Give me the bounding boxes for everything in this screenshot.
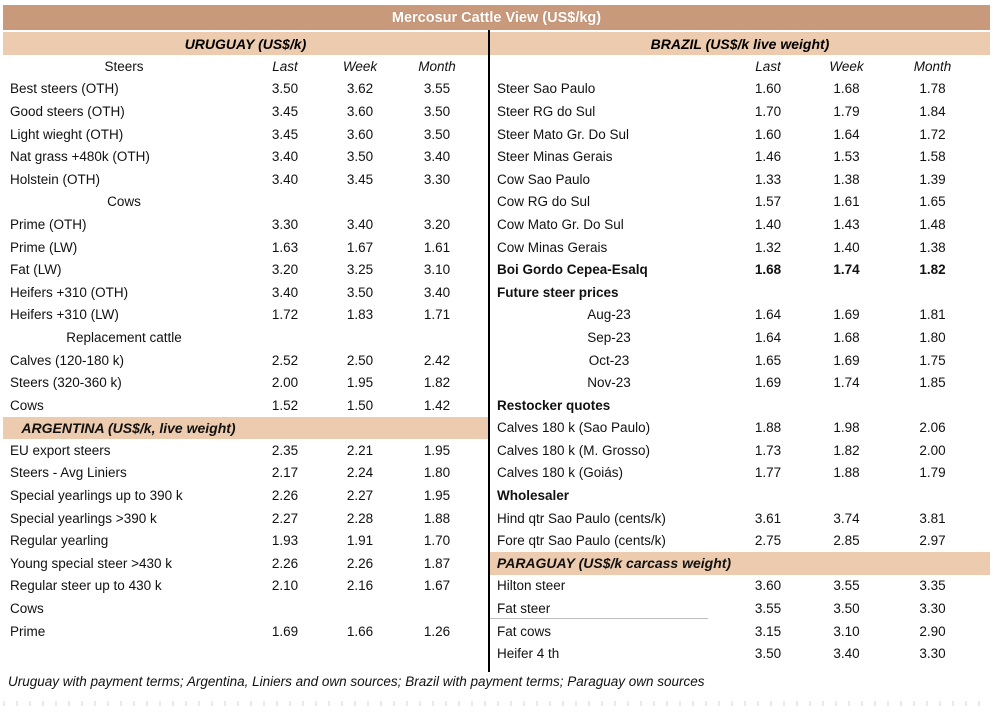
table-row [3, 462, 488, 485]
value-month: 1.82 [423, 375, 451, 391]
value-month: 1.65 [919, 194, 946, 210]
value-week: 3.10 [833, 623, 860, 639]
value-month: 1.79 [919, 465, 946, 481]
value-month: 1.78 [919, 81, 946, 97]
value-last: 3.20 [271, 262, 299, 278]
value-week: 3.50 [346, 284, 374, 300]
table-row [490, 371, 990, 394]
table-row [490, 304, 990, 327]
value-last: 1.57 [754, 194, 782, 210]
value-last: 2.26 [271, 555, 299, 571]
table-row [490, 462, 990, 485]
table-row [3, 552, 488, 575]
table-row [3, 349, 488, 372]
row-label: Oct-23 [588, 352, 630, 368]
value-last: 3.55 [754, 601, 782, 617]
value-week: 1.68 [833, 81, 860, 97]
value-last: 1.65 [754, 352, 782, 368]
table-row [3, 168, 488, 191]
value-last: 1.60 [754, 81, 782, 97]
value-week: 2.16 [346, 578, 374, 594]
value-last: Last [272, 58, 298, 74]
value-month: 3.35 [919, 578, 946, 594]
value-month: 3.81 [919, 510, 946, 526]
row-label: Aug-23 [587, 307, 631, 323]
value-last: 1.69 [271, 623, 299, 639]
cropped-next-row-artifact [3, 701, 990, 706]
table-row [3, 439, 488, 462]
value-week: 3.25 [346, 262, 374, 278]
table-row [490, 123, 990, 146]
row-label: Heifers +310 (LW) [10, 307, 119, 323]
value-week: 1.79 [833, 103, 860, 119]
value-month: 3.40 [423, 149, 451, 165]
value-month: 1.42 [423, 397, 451, 413]
value-week: 3.62 [346, 81, 374, 97]
value-week: 3.74 [833, 510, 860, 526]
value-last: 2.10 [271, 578, 299, 594]
table-row [3, 326, 488, 349]
value-week: 1.82 [833, 442, 860, 458]
value-month: 1.72 [919, 126, 946, 142]
row-label: Regular steer up to 430 k [10, 578, 162, 594]
table-row [3, 620, 488, 643]
value-last: 3.61 [754, 510, 782, 526]
row-label: Special yearlings >390 k [10, 510, 157, 526]
uruguay-argentina-table [3, 55, 488, 642]
table-row [490, 100, 990, 123]
value-week: 1.40 [833, 239, 860, 255]
value-month: 3.30 [919, 646, 946, 662]
value-last: 1.40 [754, 216, 782, 232]
value-week: 1.50 [346, 397, 374, 413]
row-label: Fat cows [497, 623, 552, 639]
value-month: Month [418, 58, 456, 74]
row-label: Steer Sao Paulo [497, 81, 596, 97]
value-last: 1.64 [754, 307, 782, 323]
value-month: 1.38 [919, 239, 946, 255]
table-row [490, 55, 990, 78]
row-label: Replacement cattle [66, 329, 182, 345]
value-month: 1.48 [919, 216, 946, 232]
value-month: 1.88 [423, 510, 451, 526]
value-month: Month [913, 58, 952, 74]
row-label: Regular yearling [10, 533, 109, 549]
row-label: Steer Mato Gr. Do Sul [497, 126, 630, 142]
row-label: Young special steer >430 k [10, 555, 172, 571]
report-title-bar [3, 5, 990, 30]
table-row [3, 394, 488, 417]
table-row [490, 349, 990, 372]
value-month: 3.40 [423, 284, 451, 300]
value-week: 1.98 [833, 420, 860, 436]
value-last: 1.70 [754, 103, 782, 119]
row-label: Steers - Avg Liniers [10, 465, 127, 481]
value-last: 2.17 [271, 465, 299, 481]
table-row [490, 597, 990, 620]
section-header-brazil-label: BRAZIL (US$/k live weight) [650, 35, 830, 52]
value-week: 1.88 [833, 465, 860, 481]
value-last: 1.68 [754, 262, 782, 278]
row-label: Calves 180 k (Sao Paulo) [497, 420, 651, 436]
value-week: 1.95 [346, 375, 374, 391]
value-week: 1.43 [833, 216, 860, 232]
row-label: Hilton steer [497, 578, 566, 594]
value-last: 1.63 [271, 239, 299, 255]
value-last: 1.60 [754, 126, 782, 142]
table-row [490, 620, 990, 643]
value-month: 1.95 [423, 488, 451, 504]
value-week: 3.40 [833, 646, 860, 662]
table-row [490, 78, 990, 101]
value-last: 2.75 [754, 533, 782, 549]
section-header-uruguay-label: URUGUAY (US$/k) [184, 35, 307, 52]
table-row [3, 417, 488, 440]
value-last: 1.93 [271, 533, 299, 549]
table-row [3, 304, 488, 327]
row-label: Steers [104, 58, 144, 74]
value-month: 3.50 [423, 126, 451, 142]
row-label: Best steers (OTH) [10, 81, 119, 97]
value-week: 1.74 [833, 262, 860, 278]
value-week: 2.24 [346, 465, 374, 481]
table-row [3, 145, 488, 168]
value-last: 3.40 [271, 171, 299, 187]
table-row [490, 281, 990, 304]
value-week: 3.50 [833, 601, 860, 617]
value-last: 1.46 [754, 149, 782, 165]
value-last: Last [755, 58, 781, 74]
table-row [490, 529, 990, 552]
value-month: 1.95 [423, 442, 451, 458]
value-last: 2.27 [271, 510, 299, 526]
value-last: 2.00 [271, 375, 299, 391]
value-last: 1.73 [754, 442, 782, 458]
value-month: 2.00 [919, 442, 946, 458]
value-month: 1.70 [423, 533, 451, 549]
table-row [3, 371, 488, 394]
value-month: 3.20 [423, 216, 451, 232]
footnote: Uruguay with payment terms; Argentina, Liniers and own sources; Brazil with payment terms; Paraguay own sources [8, 674, 705, 689]
row-label: Heifer 4 th [497, 646, 560, 662]
row-label: Fat steer [497, 601, 551, 617]
row-label: Calves 180 k (Goiás) [497, 465, 624, 481]
value-week: 1.68 [833, 329, 860, 345]
value-week: Week [829, 58, 864, 74]
value-month: 1.75 [919, 352, 946, 368]
value-week: 3.60 [346, 126, 374, 142]
value-month: 1.84 [919, 103, 946, 119]
value-last: 3.15 [754, 623, 782, 639]
value-week: 1.69 [833, 352, 860, 368]
table-row [3, 191, 488, 214]
value-month: 1.81 [919, 307, 946, 323]
value-week: 3.60 [346, 103, 374, 119]
section-header-brazil [490, 32, 990, 55]
table-row [490, 439, 990, 462]
value-week: 2.21 [346, 442, 374, 458]
table-row [490, 417, 990, 440]
value-month: 3.30 [919, 601, 946, 617]
value-month: 2.06 [919, 420, 946, 436]
value-last: 3.50 [754, 646, 782, 662]
table-row [490, 213, 990, 236]
table-row [3, 529, 488, 552]
value-week: 1.38 [833, 171, 860, 187]
row-label: Cows [10, 601, 44, 617]
row-label: Fat (LW) [10, 262, 62, 278]
value-week: 3.40 [346, 216, 374, 232]
value-week: 1.83 [346, 307, 374, 323]
value-month: 3.55 [423, 81, 451, 97]
table-row [490, 484, 990, 507]
value-last: 1.69 [754, 375, 782, 391]
row-label: PARAGUAY (US$/k carcass weight) [496, 555, 732, 572]
value-last: 2.35 [271, 442, 299, 458]
row-label: Steer RG do Sul [497, 103, 596, 119]
row-label: Steers (320-360 k) [10, 375, 122, 391]
value-month: 1.58 [919, 149, 946, 165]
value-week: 3.55 [833, 578, 860, 594]
value-last: 3.45 [271, 126, 299, 142]
section-header-uruguay [3, 32, 488, 55]
value-month: 1.26 [423, 623, 451, 639]
row-label: EU export steers [10, 442, 111, 458]
value-week: 1.66 [346, 623, 374, 639]
table-row [490, 552, 990, 575]
value-last: 1.64 [754, 329, 782, 345]
row-label: Good steers (OTH) [10, 103, 125, 119]
value-last: 1.52 [271, 397, 299, 413]
value-week: 1.53 [833, 149, 860, 165]
row-label: Calves (120-180 k) [10, 352, 125, 368]
table-row [490, 236, 990, 259]
table-row [3, 575, 488, 598]
row-label: Prime (OTH) [10, 216, 87, 232]
row-label: Prime [10, 623, 46, 639]
report-title: Mercosur Cattle View (US$/kg) [391, 9, 602, 26]
table-row [490, 326, 990, 349]
table-row [490, 168, 990, 191]
row-label: Cows [10, 397, 44, 413]
value-month: 1.82 [919, 262, 946, 278]
value-last: 3.40 [271, 149, 299, 165]
value-week: 2.27 [346, 488, 374, 504]
value-last: 1.88 [754, 420, 782, 436]
value-last: 3.60 [754, 578, 782, 594]
table-row [3, 100, 488, 123]
value-last: 3.30 [271, 216, 299, 232]
row-label: Boi Gordo Cepea-Esalq [497, 262, 648, 278]
value-week: 1.61 [833, 194, 860, 210]
value-week: 3.45 [346, 171, 374, 187]
row-label: Prime (LW) [10, 239, 78, 255]
value-week: 2.85 [833, 533, 860, 549]
value-month: 1.67 [423, 578, 451, 594]
value-month: 2.42 [423, 352, 451, 368]
row-label: Nov-23 [587, 375, 631, 391]
value-week: 2.26 [346, 555, 374, 571]
value-week: 1.74 [833, 375, 860, 391]
table-row [3, 597, 488, 620]
value-last: 1.72 [271, 307, 299, 323]
value-week: 1.64 [833, 126, 860, 142]
table-row [3, 507, 488, 530]
row-label: Nat grass +480k (OTH) [10, 149, 150, 165]
value-last: 1.33 [754, 171, 782, 187]
table-row [490, 145, 990, 168]
value-last: 3.40 [271, 284, 299, 300]
row-label: Future steer prices [497, 284, 619, 300]
row-label: Calves 180 k (M. Grosso) [497, 442, 651, 458]
brazil-paraguay-table [490, 55, 990, 665]
value-month: 1.61 [423, 239, 451, 255]
table-row [490, 575, 990, 598]
table-row [3, 213, 488, 236]
row-label: Cow Mato Gr. Do Sul [497, 216, 624, 232]
row-label: Restocker quotes [497, 397, 611, 413]
table-row [3, 281, 488, 304]
row-label: Cow Minas Gerais [497, 239, 608, 255]
row-label: Cow Sao Paulo [497, 171, 591, 187]
value-week: 2.50 [346, 352, 374, 368]
value-month: 2.97 [919, 533, 946, 549]
table-row [3, 484, 488, 507]
table-row [490, 507, 990, 530]
table-row [490, 642, 990, 665]
row-label: Sep-23 [587, 329, 631, 345]
value-last: 1.32 [754, 239, 782, 255]
value-week: Week [342, 58, 378, 74]
row-label: Cow RG do Sul [497, 194, 591, 210]
table-row [3, 258, 488, 281]
table-row [490, 394, 990, 417]
table-row [490, 191, 990, 214]
row-label: Light wieght (OTH) [10, 126, 124, 142]
value-month: 3.30 [423, 171, 451, 187]
value-month: 1.87 [423, 555, 451, 571]
table-row [3, 123, 488, 146]
row-label: Cows [107, 194, 141, 210]
row-label: Fore qtr Sao Paulo (cents/k) [497, 533, 666, 549]
row-label: Steer Minas Gerais [497, 149, 613, 165]
table-row [490, 258, 990, 281]
value-week: 3.50 [346, 149, 374, 165]
value-month: 1.39 [919, 171, 946, 187]
value-last: 3.50 [271, 81, 299, 97]
value-week: 1.69 [833, 307, 860, 323]
row-label: Special yearlings up to 390 k [10, 488, 183, 504]
value-last: 2.26 [271, 488, 299, 504]
value-week: 1.67 [346, 239, 374, 255]
value-last: 1.77 [754, 465, 782, 481]
table-row [3, 55, 488, 78]
table-row [3, 236, 488, 259]
value-month: 1.80 [919, 329, 946, 345]
row-label: Heifers +310 (OTH) [10, 284, 129, 300]
value-month: 1.85 [919, 375, 946, 391]
value-month: 1.80 [423, 465, 451, 481]
value-last: 3.45 [271, 103, 299, 119]
row-label: Holstein (OTH) [10, 171, 101, 187]
value-month: 3.50 [423, 103, 451, 119]
value-week: 2.28 [346, 510, 374, 526]
value-last: 2.52 [271, 352, 299, 368]
row-label: Wholesaler [497, 488, 570, 504]
value-week: 1.91 [346, 533, 374, 549]
row-label: ARGENTINA (US$/k, live weight) [21, 419, 236, 436]
row-label: Hind qtr Sao Paulo (cents/k) [497, 510, 666, 526]
value-month: 1.71 [423, 307, 451, 323]
table-row [3, 78, 488, 101]
value-month: 3.10 [423, 262, 451, 278]
value-month: 2.90 [919, 623, 946, 639]
